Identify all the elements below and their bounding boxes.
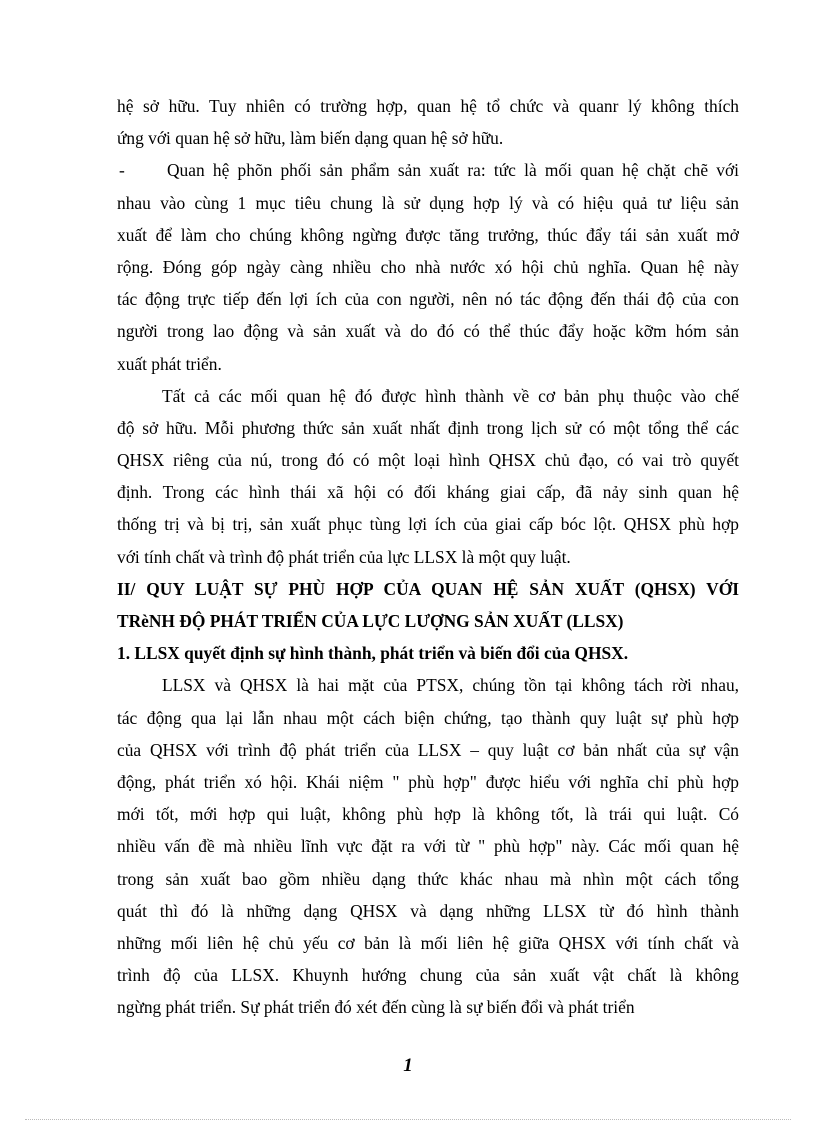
text-line: độ sở hữu. Mỗi phương thức sản xuất nhất định trong lịch sử có một tổng thể các xyxy=(117,417,739,438)
text-line: Tất cả các mối quan hệ đó được hình thành về cơ bản phụ thuộc vào chế xyxy=(162,385,739,406)
text-line: động, phát triển xó hội. Khái niệm " phù hợp" được hiểu với nghĩa chỉ phù hợp xyxy=(117,771,739,792)
text-line: mới tốt, mới hợp qui luật, không phù hợp là không tốt, là trái qui luật. Có xyxy=(117,804,739,825)
page-bottom-divider xyxy=(25,1119,791,1120)
text-line: ngừng phát triển. Sự phát triển đó xét đến cùng là sự biến đổi và phát triển xyxy=(117,997,635,1018)
text-line: người trong lao động và sản xuất và do đó có thể thúc đẩy hoặc kỡm hóm sản xyxy=(117,321,739,342)
text-line: quát thì đó là những dạng QHSX và dạng những LLSX từ đó hình thành xyxy=(117,900,739,921)
text-line: xuất phát triển. xyxy=(117,353,222,374)
text-line: trong sản xuất bao gồm nhiều dạng thức khác nhau mà nhìn một cách tổng xyxy=(117,868,739,889)
text-line: LLSX và QHSX là hai mặt của PTSX, chúng tồn tại không tách rời nhau, xyxy=(162,675,739,696)
text-line: ứng với quan hệ sở hữu, làm biến dạng quan hệ sở hữu. xyxy=(117,128,504,149)
section-heading: TRèNH ĐỘ PHÁT TRIỂN CỦA LỰC LƯỢNG SẢN XUẤT (LLSX) xyxy=(117,611,624,631)
text-line: Quan hệ phõn phối sản phẩm sản xuất ra: tức là mối quan hệ chặt chẽ với xyxy=(167,160,739,181)
text-line: rộng. Đóng góp ngày càng nhiều cho nhà nước xó hội chủ nghĩa. Quan hệ này xyxy=(117,256,739,277)
text-line: nhau vào cùng 1 mục tiêu chung là sử dụng hợp lý và có hiệu quả tư liệu sản xyxy=(117,192,739,213)
text-line: hệ sở hữu. Tuy nhiên có trường hợp, quan hệ tổ chức và quanr lý không thích xyxy=(117,96,739,116)
document-body xyxy=(117,90,739,1023)
text-line: nhiều vấn đề mà nhiều lĩnh vực đặt ra với từ " phù hợp" này. Các mối quan hệ xyxy=(117,836,739,857)
page-number: 1 xyxy=(403,1055,413,1076)
text-line: những mối liên hệ chủ yếu cơ bản là mối liên hệ giữa QHSX với tính chất và xyxy=(117,932,739,953)
subsection-heading: 1. LLSX quyết định sự hình thành, phát triển và biến đổi của QHSX. xyxy=(117,643,629,664)
text-line: định. Trong các hình thái xã hội có đối kháng giai cấp, đã nảy sinh quan hệ xyxy=(117,482,739,503)
dash-bullet: - xyxy=(119,160,125,181)
bullet-line xyxy=(117,154,739,186)
text-line: xuất để làm cho chúng không ngừng được tăng trưởng, thúc đẩy tái sản xuất mở xyxy=(117,224,739,245)
section-heading: II/ QUY LUẬT SỰ PHÙ HỢP CỦA QUAN HỆ SẢN XUẤT (QHSX) VỚI xyxy=(117,578,739,599)
text-line: trình độ của LLSX. Khuynh hướng chung của sản xuất vật chất là không xyxy=(117,965,739,986)
text-line: QHSX riêng của nú, trong đó có một loại hình QHSX chủ đạo, có vai trò quyết xyxy=(117,450,739,471)
text-line: thống trị và bị trị, sản xuất phục tùng lợi ích của giai cấp bóc lột. QHSX phù hợp xyxy=(117,514,739,535)
text-line: với tính chất và trình độ phát triển của lực LLSX là một quy luật. xyxy=(117,546,571,567)
text-line: tác động qua lại lẫn nhau một cách biện chứng, tạo thành quy luật sự phù hợp xyxy=(117,707,739,728)
text-line: tác động trực tiếp đến lợi ích của con người, nên nó tác động đến thái độ của con xyxy=(117,289,739,310)
text-line: của QHSX với trình độ phát triển của LLSX – quy luật cơ bản nhất của sự vận xyxy=(117,739,739,760)
